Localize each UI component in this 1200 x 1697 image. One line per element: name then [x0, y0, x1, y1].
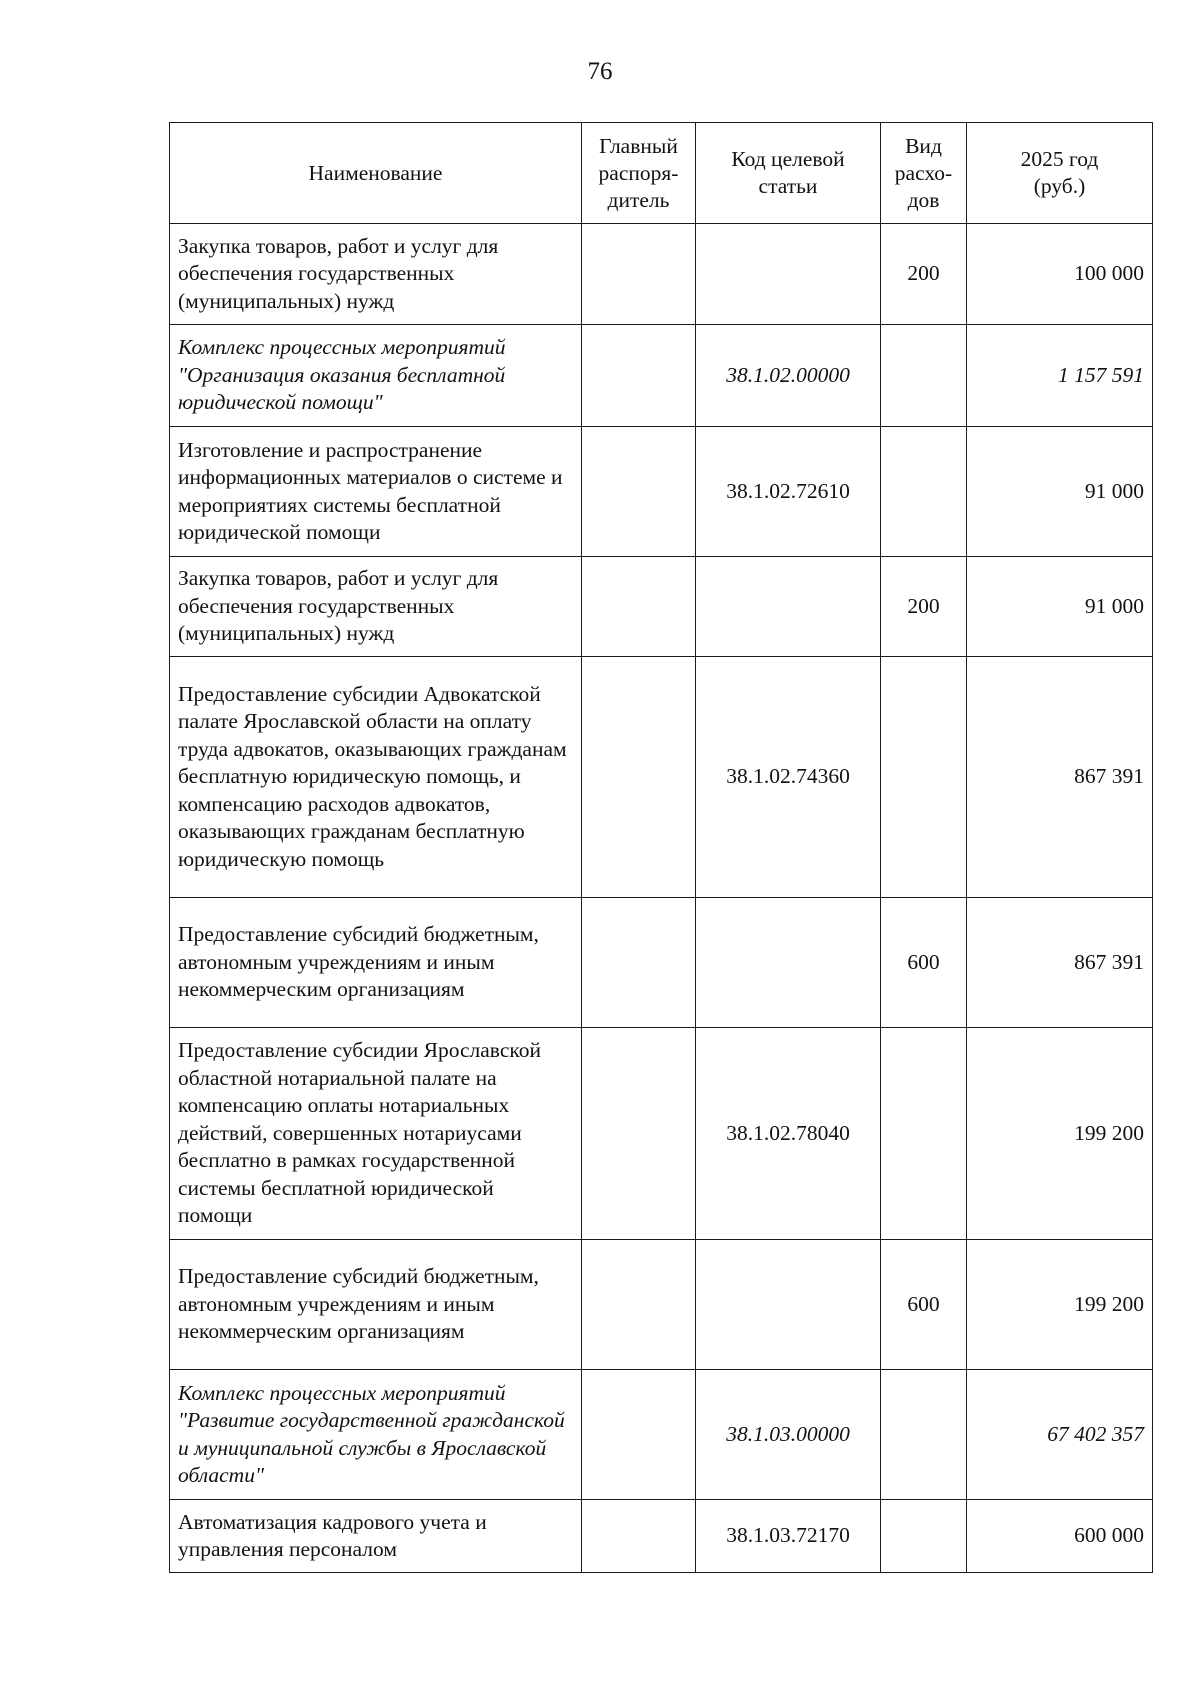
cell-name: Предоставление субсидий бюджетным, автономным учреждениям и иным некоммерческим организациям: [170, 898, 582, 1028]
cell-amount: 600 000: [967, 1500, 1153, 1573]
cell-name: Комплекс процессных мероприятий "Развитие государственной гражданской и муниципальной службы в Ярославской области": [170, 1370, 582, 1500]
table-row: [170, 224, 1153, 325]
cell-name: Комплекс процессных мероприятий "Организация оказания бесплатной юридической помощи": [170, 325, 582, 427]
cell-amount: 199 200: [967, 1240, 1153, 1370]
cell-amount: 91 000: [967, 427, 1153, 557]
cell-name: Предоставление субсидии Адвокатской палате Ярославской области на оплату труда адвокатов, оказывающих гражданам бесплатную юридическую помощь, и компенсацию расходов адвокатов, оказывающих гражданам бесплатную юридическую помощь: [170, 657, 582, 898]
cell-kind: 200: [881, 224, 967, 325]
cell-kind: [881, 1500, 967, 1573]
cell-code: 38.1.03.00000: [696, 1370, 881, 1500]
cell-kind: 600: [881, 898, 967, 1028]
cell-name: Закупка товаров, работ и услуг для обеспечения государственных (муниципальных) нужд: [170, 224, 582, 325]
table-row: [170, 427, 1153, 557]
cell-kind: 200: [881, 557, 967, 657]
cell-amount: 67 402 357: [967, 1370, 1153, 1500]
table-row: [170, 1370, 1153, 1500]
cell-manager: [582, 557, 696, 657]
cell-code: 38.1.02.74360: [696, 657, 881, 898]
table-row: [170, 1500, 1153, 1573]
cell-code: 38.1.03.72170: [696, 1500, 881, 1573]
cell-manager: [582, 224, 696, 325]
cell-code: [696, 224, 881, 325]
cell-code: [696, 557, 881, 657]
cell-amount: 867 391: [967, 898, 1153, 1028]
cell-kind: [881, 1370, 967, 1500]
cell-manager: [582, 1370, 696, 1500]
cell-name: Предоставление субсидий бюджетным, автономным учреждениям и иным некоммерческим организациям: [170, 1240, 582, 1370]
cell-name: Автоматизация кадрового учета и управления персоналом: [170, 1500, 582, 1573]
cell-code: [696, 1240, 881, 1370]
page-number: 76: [587, 58, 613, 85]
header-amount: 2025 год (руб.): [967, 123, 1153, 224]
cell-amount: 100 000: [967, 224, 1153, 325]
cell-code: 38.1.02.72610: [696, 427, 881, 557]
budget-table: [169, 122, 1153, 1573]
cell-manager: [582, 1500, 696, 1573]
cell-kind: [881, 657, 967, 898]
cell-manager: [582, 1240, 696, 1370]
cell-code: [696, 898, 881, 1028]
table-row: [170, 1028, 1153, 1240]
cell-amount: 91 000: [967, 557, 1153, 657]
cell-manager: [582, 1028, 696, 1240]
table-body: [170, 224, 1153, 1573]
cell-kind: 600: [881, 1240, 967, 1370]
header-name: Наименование: [170, 123, 582, 224]
cell-name: Изготовление и распространение информационных материалов о системе и мероприятиях системы бесплатной юридической помощи: [170, 427, 582, 557]
cell-manager: [582, 427, 696, 557]
cell-manager: [582, 657, 696, 898]
cell-code: 38.1.02.78040: [696, 1028, 881, 1240]
cell-kind: [881, 427, 967, 557]
cell-kind: [881, 1028, 967, 1240]
table-row: [170, 657, 1153, 898]
cell-name: Закупка товаров, работ и услуг для обеспечения государственных (муниципальных) нужд: [170, 557, 582, 657]
header-kind: Вид расхо- дов: [881, 123, 967, 224]
cell-amount: 867 391: [967, 657, 1153, 898]
table-row: [170, 1240, 1153, 1370]
table-row: [170, 898, 1153, 1028]
cell-name: Предоставление субсидии Ярославской областной нотариальной палате на компенсацию оплаты нотариальных действий, совершенных нотариусами бесплатно в рамках государственной системы бесплатной юридической помощи: [170, 1028, 582, 1240]
table-row: [170, 557, 1153, 657]
table-header: [170, 123, 1153, 224]
cell-amount: 199 200: [967, 1028, 1153, 1240]
cell-kind: [881, 325, 967, 427]
cell-manager: [582, 898, 696, 1028]
header-row: [170, 123, 1153, 224]
cell-amount: 1 157 591: [967, 325, 1153, 427]
cell-manager: [582, 325, 696, 427]
cell-code: 38.1.02.00000: [696, 325, 881, 427]
table-row: [170, 325, 1153, 427]
header-code: Код целевой статьи: [696, 123, 881, 224]
header-manager: Главный распоря- дитель: [582, 123, 696, 224]
